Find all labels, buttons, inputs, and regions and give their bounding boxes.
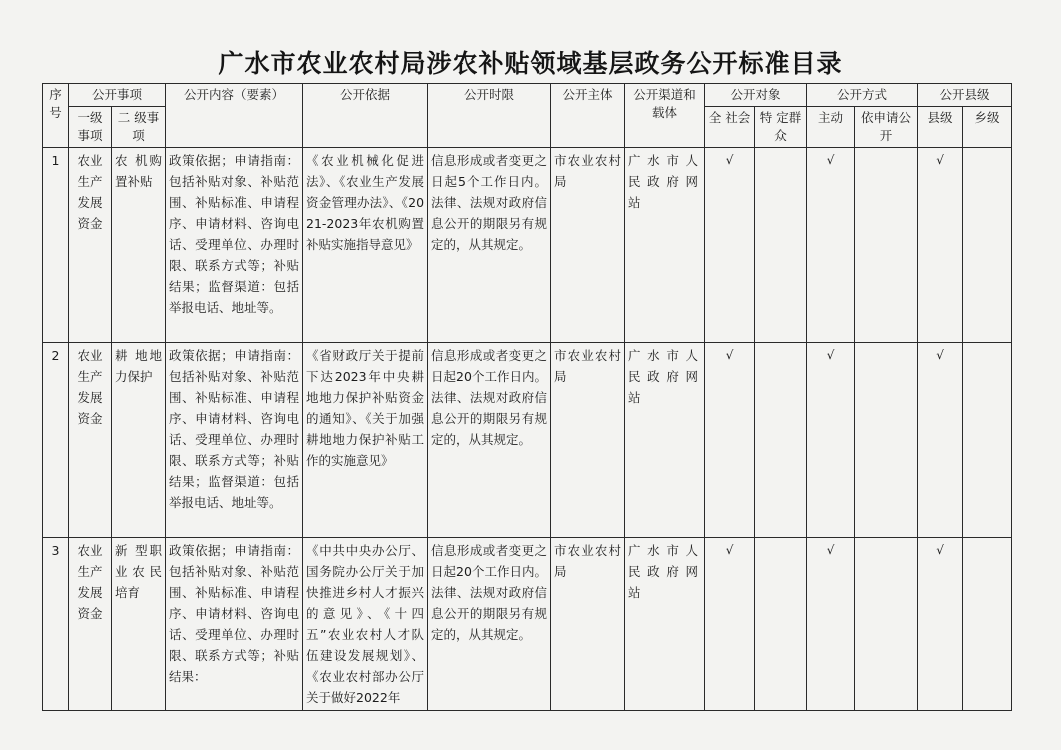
header-channel: 公开渠道和载体 <box>625 84 705 148</box>
check-request <box>855 538 918 711</box>
check-all: √ <box>705 148 755 343</box>
check-township <box>963 343 1012 538</box>
header-level2: 二 级事项 <box>112 107 166 148</box>
header-items: 公开事项 <box>69 84 166 107</box>
row-level1: 农业生产发展资金 <box>69 148 112 343</box>
check-active: √ <box>807 148 855 343</box>
header-time-limit: 公开时限 <box>428 84 551 148</box>
row-basis: 《农业机械化促进法》、《农业生产发展资金管理办法》、《2021-2023年农机购置补贴实施指导意见》 <box>303 148 428 343</box>
row-seq: 1 <box>43 148 69 343</box>
row-time-limit: 信息形成或者变更之日起20个工作日内。法律、法规对政府信息公开的期限另有规定的，从其规定。 <box>428 343 551 538</box>
row-channel: 广水市人民政府网站 <box>625 148 705 343</box>
check-county: √ <box>918 343 963 538</box>
header-level-county: 县级 <box>918 107 963 148</box>
check-county: √ <box>918 148 963 343</box>
check-specific <box>755 538 807 711</box>
row-level2: 耕 地地 力保护 <box>112 343 166 538</box>
row-time-limit: 信息形成或者变更之日起5个工作日内。法律、法规对政府信息公开的期限另有规定的，从其规定。 <box>428 148 551 343</box>
header-seq: 序号 <box>43 84 69 148</box>
header-target-all: 全 社会 <box>705 107 755 148</box>
row-content: 政策依据；申请指南：包括补贴对象、补贴范围、补贴标准、申请程序、申请材料、咨询电话、受理单位、办理时限、联系方式等；补贴结果： <box>166 538 303 711</box>
check-active: √ <box>807 538 855 711</box>
row-time-limit: 信息形成或者变更之日起20个工作日内。法律、法规对政府信息公开的期限另有规定的，从其规定。 <box>428 538 551 711</box>
row-content: 政策依据；申请指南：包括补贴对象、补贴范围、补贴标准、申请程序、申请材料、咨询电话、受理单位、办理时限、联系方式等；补贴结果；监督渠道：包括举报电话、地址等。 <box>166 343 303 538</box>
header-level: 公开县级 <box>918 84 1012 107</box>
row-subject: 市农业农村局 <box>551 343 625 538</box>
table-row <box>43 538 1012 711</box>
header-basis: 公开依据 <box>303 84 428 148</box>
header-level-township: 乡级 <box>963 107 1012 148</box>
header-target: 公开对象 <box>705 84 807 107</box>
row-level2: 新 型职 业农民培育 <box>112 538 166 711</box>
row-level2: 农 机购 置补贴 <box>112 148 166 343</box>
check-specific <box>755 148 807 343</box>
row-basis: 《省财政厅关于提前下达2023年中央耕地地力保护补贴资金的通知》、《关于加强耕地地力保护补贴工作的实施意见》 <box>303 343 428 538</box>
check-county: √ <box>918 538 963 711</box>
row-seq: 2 <box>43 343 69 538</box>
row-level1: 农业生产发展资金 <box>69 538 112 711</box>
row-level1: 农业生产发展资金 <box>69 343 112 538</box>
row-channel: 广水市人民政府网站 <box>625 343 705 538</box>
table-row <box>43 343 1012 538</box>
row-content: 政策依据；申请指南：包括补贴对象、补贴范围、补贴标准、申请程序、申请材料、咨询电话、受理单位、办理时限、联系方式等；补贴结果；监督渠道：包括举报电话、地址等。 <box>166 148 303 343</box>
header-content: 公开内容（要素） <box>166 84 303 148</box>
row-channel: 广水市人民政府网站 <box>625 538 705 711</box>
check-specific <box>755 343 807 538</box>
header-method-request: 依申请公开 <box>855 107 918 148</box>
row-seq: 3 <box>43 538 69 711</box>
catalog-table <box>42 83 1012 711</box>
check-active: √ <box>807 343 855 538</box>
row-basis: 《中共中央办公厅、国务院办公厅关于加快推进乡村人才振兴的意见》、《十四五”农业农村人才队伍建设发展规划》、《农业农村部办公厅关于做好2022年 <box>303 538 428 711</box>
header-subject: 公开主体 <box>551 84 625 148</box>
check-all: √ <box>705 538 755 711</box>
check-township <box>963 148 1012 343</box>
header-method-active: 主动 <box>807 107 855 148</box>
row-subject: 市农业农村局 <box>551 148 625 343</box>
check-request <box>855 148 918 343</box>
check-all: √ <box>705 343 755 538</box>
table-row <box>43 148 1012 343</box>
header-target-specific: 特 定群众 <box>755 107 807 148</box>
row-subject: 市农业农村局 <box>551 538 625 711</box>
check-request <box>855 343 918 538</box>
header-method: 公开方式 <box>807 84 918 107</box>
header-level1: 一级事项 <box>69 107 112 148</box>
check-township <box>963 538 1012 711</box>
page-title: 广水市农业农村局涉农补贴领域基层政务公开标准目录 <box>218 49 843 78</box>
